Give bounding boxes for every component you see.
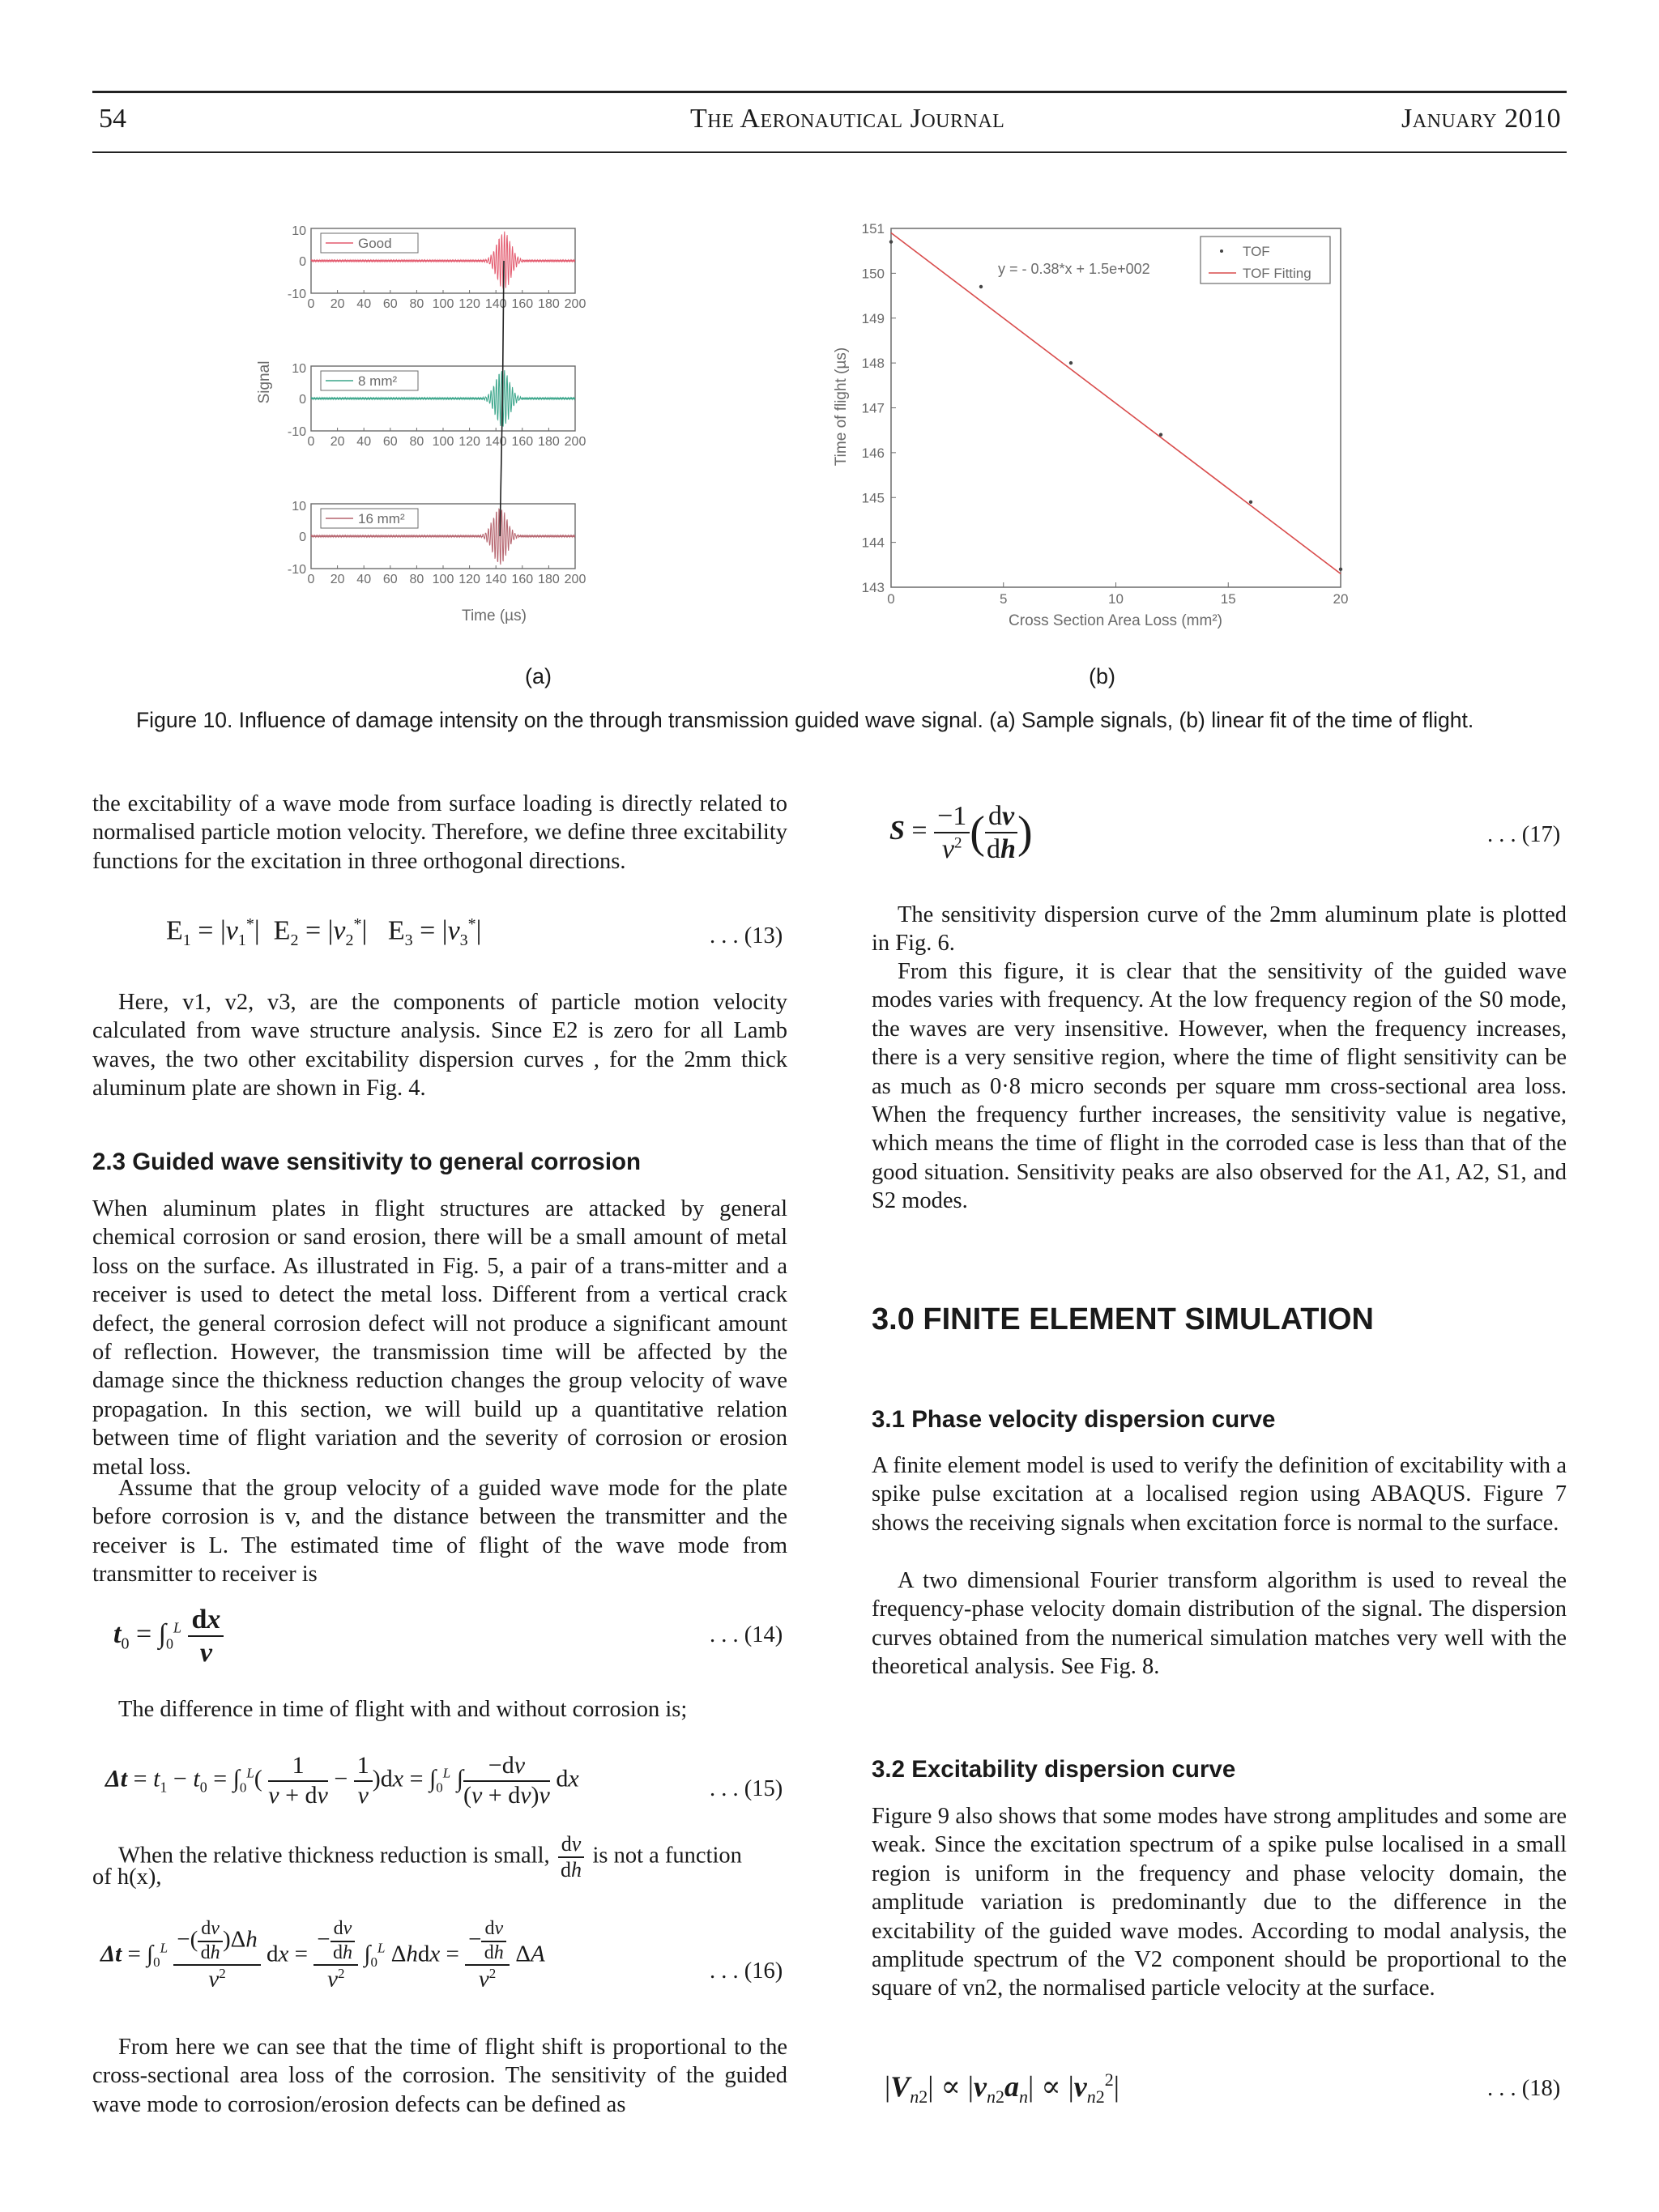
x-tick-label: 20	[330, 297, 345, 311]
y-tick-label: 143	[861, 580, 885, 595]
equation-15-number: . . . (15)	[710, 1776, 783, 1801]
y-tick-label: 0	[299, 393, 306, 407]
header-rule-top	[92, 91, 1567, 93]
x-tick-label: 200	[564, 573, 586, 586]
tof-point	[889, 240, 893, 243]
journal-title: The Aeronautical Journal	[690, 104, 1005, 134]
equation-16-number: . . . (16)	[710, 1958, 783, 1984]
x-tick-label: 80	[409, 573, 424, 586]
tof-point	[1069, 361, 1073, 364]
header-rule-bottom	[92, 151, 1567, 153]
legend-tof-fitting: TOF Fitting	[1243, 266, 1311, 281]
equation-17-number: . . . (17)	[1487, 822, 1561, 847]
left-para-5: The difference in time of flight with and without corrosion is;	[118, 1697, 688, 1722]
signal-legend-label: Good	[358, 236, 392, 251]
right-para-3: A finite element model is used to verify the definition of excitability with a spike pulse excitation at a localised region using ABAQUS. Figure 7 shows the receiving signals when excitation force is normal to the surface.	[872, 1453, 1567, 1536]
equation-16: $\Delta t = \int_0^L$ −( $\frac{dv}{dh}$ )Δh $v^2$ dx = − $\frac{dv}{dh}$ $v^2$ $\int_0^L$ Δhdx = − $\frac{dv}{dh}$ $v^2$ ΔA	[100, 1918, 545, 1993]
left-para-4: Assume that the group velocity of a guided wave mode for the plate before corrosion is v, and the distance between the transmitter and the receiver is L. The estimated time of flight of the wave mode from transmitter to receiver is	[92, 1476, 787, 1588]
x-tick-label: 160	[511, 435, 534, 449]
equation-13: $E_1 = |v_1^*|$ $E_2 = |v_2^*|$ $E_3 = |v_3^*|$	[166, 915, 482, 950]
tof-point	[1249, 501, 1252, 504]
y-tick-label: 146	[861, 445, 885, 461]
x-tick-label: 160	[511, 297, 534, 311]
x-tick-label: 15	[1220, 591, 1236, 607]
y-tick-label: 145	[861, 490, 885, 506]
section-3-2-heading: 3.2 Excitability dispersion curve	[872, 1756, 1236, 1783]
equation-14: $t_0 = \int_0^L$ $\frac{dx}{v}$	[113, 1604, 224, 1669]
x-tick-label: 5	[1000, 591, 1008, 607]
x-tick-label: 80	[409, 435, 424, 449]
figure-label-b: (b)	[1089, 664, 1115, 688]
right-para-1: The sensitivity dispersion curve of the 2mm aluminum plate is plotted in Fig. 6.	[872, 902, 1567, 957]
legend-tof: TOF	[1243, 244, 1270, 259]
panel-a-xlabel: Time (µs)	[462, 607, 527, 624]
equation-17: S = $\frac{-1}{v^2}$ ( $\frac{dv}{dh}$ )	[889, 801, 1033, 865]
issue-date: January 2010	[1401, 104, 1562, 134]
x-tick-label: 180	[538, 573, 560, 586]
figure-10a	[243, 212, 794, 633]
y-tick-label: 10	[292, 224, 306, 238]
tof-point	[1159, 433, 1162, 437]
signal-subplot	[288, 224, 586, 311]
tof-point	[979, 285, 983, 288]
x-tick-label: 120	[458, 573, 480, 586]
x-tick-label: 40	[356, 435, 372, 449]
equation-18: $|V_{n2}| \propto |v_{n2}a_n| \propto |v_{n2}^2|$	[885, 2069, 1120, 2108]
section-3-1-heading: 3.1 Phase velocity dispersion curve	[872, 1406, 1276, 1433]
equation-14-number: . . . (14)	[710, 1622, 783, 1647]
x-tick-label: 0	[307, 435, 315, 449]
x-tick-label: 200	[564, 435, 586, 449]
right-para-4: A two dimensional Fourier transform algorithm is used to reveal the frequency-phase velocity domain distribution of the signal. The dispersion curves obtained from the numerical simulation matches very well with the theoretical analysis. See Fig. 8.	[872, 1568, 1567, 1680]
left-para-3: When aluminum plates in flight structures are attacked by general chemical corrosion or sand erosion, there will be a small amount of metal loss on the surface. As illustrated in Fig. 5, a pair of a trans-mitter and a receiver is used to detect the metal loss. Different from a vertical crack defect, the general corrosion defect will not produce a significant amount of reflection. However, the transmission time will be affected by the damage since the thickness reduction changes the group velocity of wave propagation. In this section, we will build up a quantitative relation between time of flight variation and the severity of corrosion or erosion metal loss.	[92, 1196, 787, 1480]
x-tick-label: 20	[1333, 591, 1349, 607]
fit-equation: y = - 0.38*x + 1.5e+002	[998, 261, 1150, 277]
x-tick-label: 100	[432, 297, 454, 311]
section-2-3-heading: 2.3 Guided wave sensitivity to general corrosion	[92, 1149, 642, 1175]
right-para-2: From this figure, it is clear that the sensitivity of the guided wave modes varies with frequency. At the low frequency region of the S0 mode, the waves are very insensitive. However, when the frequency increases, there is a very sensitive region, where the time of flight sensitivity can be as much as 0·8 micro seconds per square mm cross-sectional area loss. When the frequency further increases, the sensitivity value is negative, which means the time of flight in the corroded case is less than that of the good situation. Sensitivity peaks are also observed for the A1, A2, S1, and S2 modes.	[872, 959, 1567, 1214]
x-tick-label: 0	[307, 297, 315, 311]
x-tick-label: 10	[1108, 591, 1124, 607]
y-tick-label: 148	[861, 356, 885, 372]
panel-b-ylabel: Time of flight (µs)	[833, 347, 850, 467]
y-tick-label: 10	[292, 500, 306, 514]
x-tick-label: 180	[538, 435, 560, 449]
left-para-6-cont: of h(x),	[92, 1865, 162, 1890]
signal-subplot	[288, 500, 586, 586]
right-para-5: Figure 9 also shows that some modes have strong amplitudes and some are weak. Since the excitation spectrum of a spike pulse localised in a small region is uniform in the frequency and phase velocity domain, the amplitude variation is predominantly due to the difference in the excitability of the guided wave modes. According to modal analysis, the amplitude spectrum of the V2 component should be proportional to the square of vn2, the normalised particle velocity at the surface.	[872, 1804, 1567, 2001]
left-para-2: Here, v1, v2, v3, are the components of particle motion velocity calculated from wave structure analysis. Since E2 is zero for all Lamb waves, the two other excitability dispersion curves , for the 2mm thick aluminum plate are shown in Fig. 4.	[92, 990, 787, 1102]
y-tick-label: -10	[287, 288, 306, 301]
x-tick-label: 60	[382, 297, 398, 311]
y-tick-label: 0	[299, 255, 306, 269]
x-tick-label: 80	[409, 297, 424, 311]
y-tick-label: 0	[299, 531, 306, 544]
tof-point	[1339, 568, 1342, 571]
y-tick-label: 147	[861, 400, 885, 416]
figure-10b	[826, 212, 1385, 633]
y-tick-label: 150	[861, 266, 885, 282]
x-tick-label: 100	[432, 573, 454, 586]
equation-13-number: . . . (13)	[710, 923, 783, 948]
y-tick-label: -10	[287, 563, 306, 577]
x-tick-label: 20	[330, 573, 345, 586]
equation-18-number: . . . (18)	[1487, 2076, 1561, 2101]
x-tick-label: 0	[887, 591, 895, 607]
x-tick-label: 20	[330, 435, 345, 449]
left-para-7: From here we can see that the time of flight shift is proportional to the cross-sectional area loss of the corrosion. The sensitivity of the guided wave mode to corrosion/erosion defects can be defined as	[92, 2035, 787, 2117]
section-3-0-heading: 3.0 FINITE ELEMENT SIMULATION	[872, 1302, 1374, 1336]
x-tick-label: 120	[458, 297, 480, 311]
x-tick-label: 60	[382, 435, 398, 449]
x-tick-label: 100	[432, 435, 454, 449]
x-tick-label: 140	[484, 573, 507, 586]
x-tick-label: 140	[484, 297, 507, 311]
left-para-6: When the relative thickness reduction is small, $\frac{dv}{dh}$ is not a function	[118, 1832, 742, 1882]
x-tick-label: 40	[356, 297, 372, 311]
equation-15: $\Delta t = t_1 - t_0 = \int_0^L$( $\frac{1}{v + dv}$ − $\frac{1}{v}$ )$dx = \int_0^L$ ∫ $\frac{-dv}{(v + dv)v}$ dx	[105, 1752, 579, 1809]
y-tick-label: 149	[861, 310, 885, 326]
signal-legend-label: 8 mm²	[358, 373, 398, 389]
left-para-1: the excitability of a wave mode from surface loading is directly related to normalised particle motion velocity. Therefore, we define three excitability functions for the excitation in three orthogonal directions.	[92, 791, 787, 874]
x-tick-label: 0	[307, 573, 315, 586]
figure-caption: Figure 10. Influence of damage intensity on the through transmission guided wave signal. (a) Sample signals, (b) linear fit of the time of flight.	[136, 708, 1474, 732]
y-tick-label: 151	[861, 221, 885, 237]
x-tick-label: 40	[356, 573, 372, 586]
x-tick-label: 200	[564, 297, 586, 311]
x-tick-label: 180	[538, 297, 560, 311]
x-tick-label: 140	[484, 435, 507, 449]
panel-b-xlabel: Cross Section Area Loss (mm²)	[1009, 612, 1222, 629]
signal-legend-label: 16 mm²	[358, 511, 405, 526]
x-tick-label: 60	[382, 573, 398, 586]
x-tick-label: 160	[511, 573, 534, 586]
panel-a-ylabel: Signal	[256, 360, 273, 404]
y-tick-label: 10	[292, 362, 306, 376]
y-tick-label: -10	[287, 425, 306, 439]
x-tick-label: 120	[458, 435, 480, 449]
y-tick-label: 144	[861, 535, 885, 551]
signal-subplot	[288, 362, 586, 449]
page-number: 54	[99, 104, 126, 134]
figure-label-a: (a)	[525, 664, 552, 688]
